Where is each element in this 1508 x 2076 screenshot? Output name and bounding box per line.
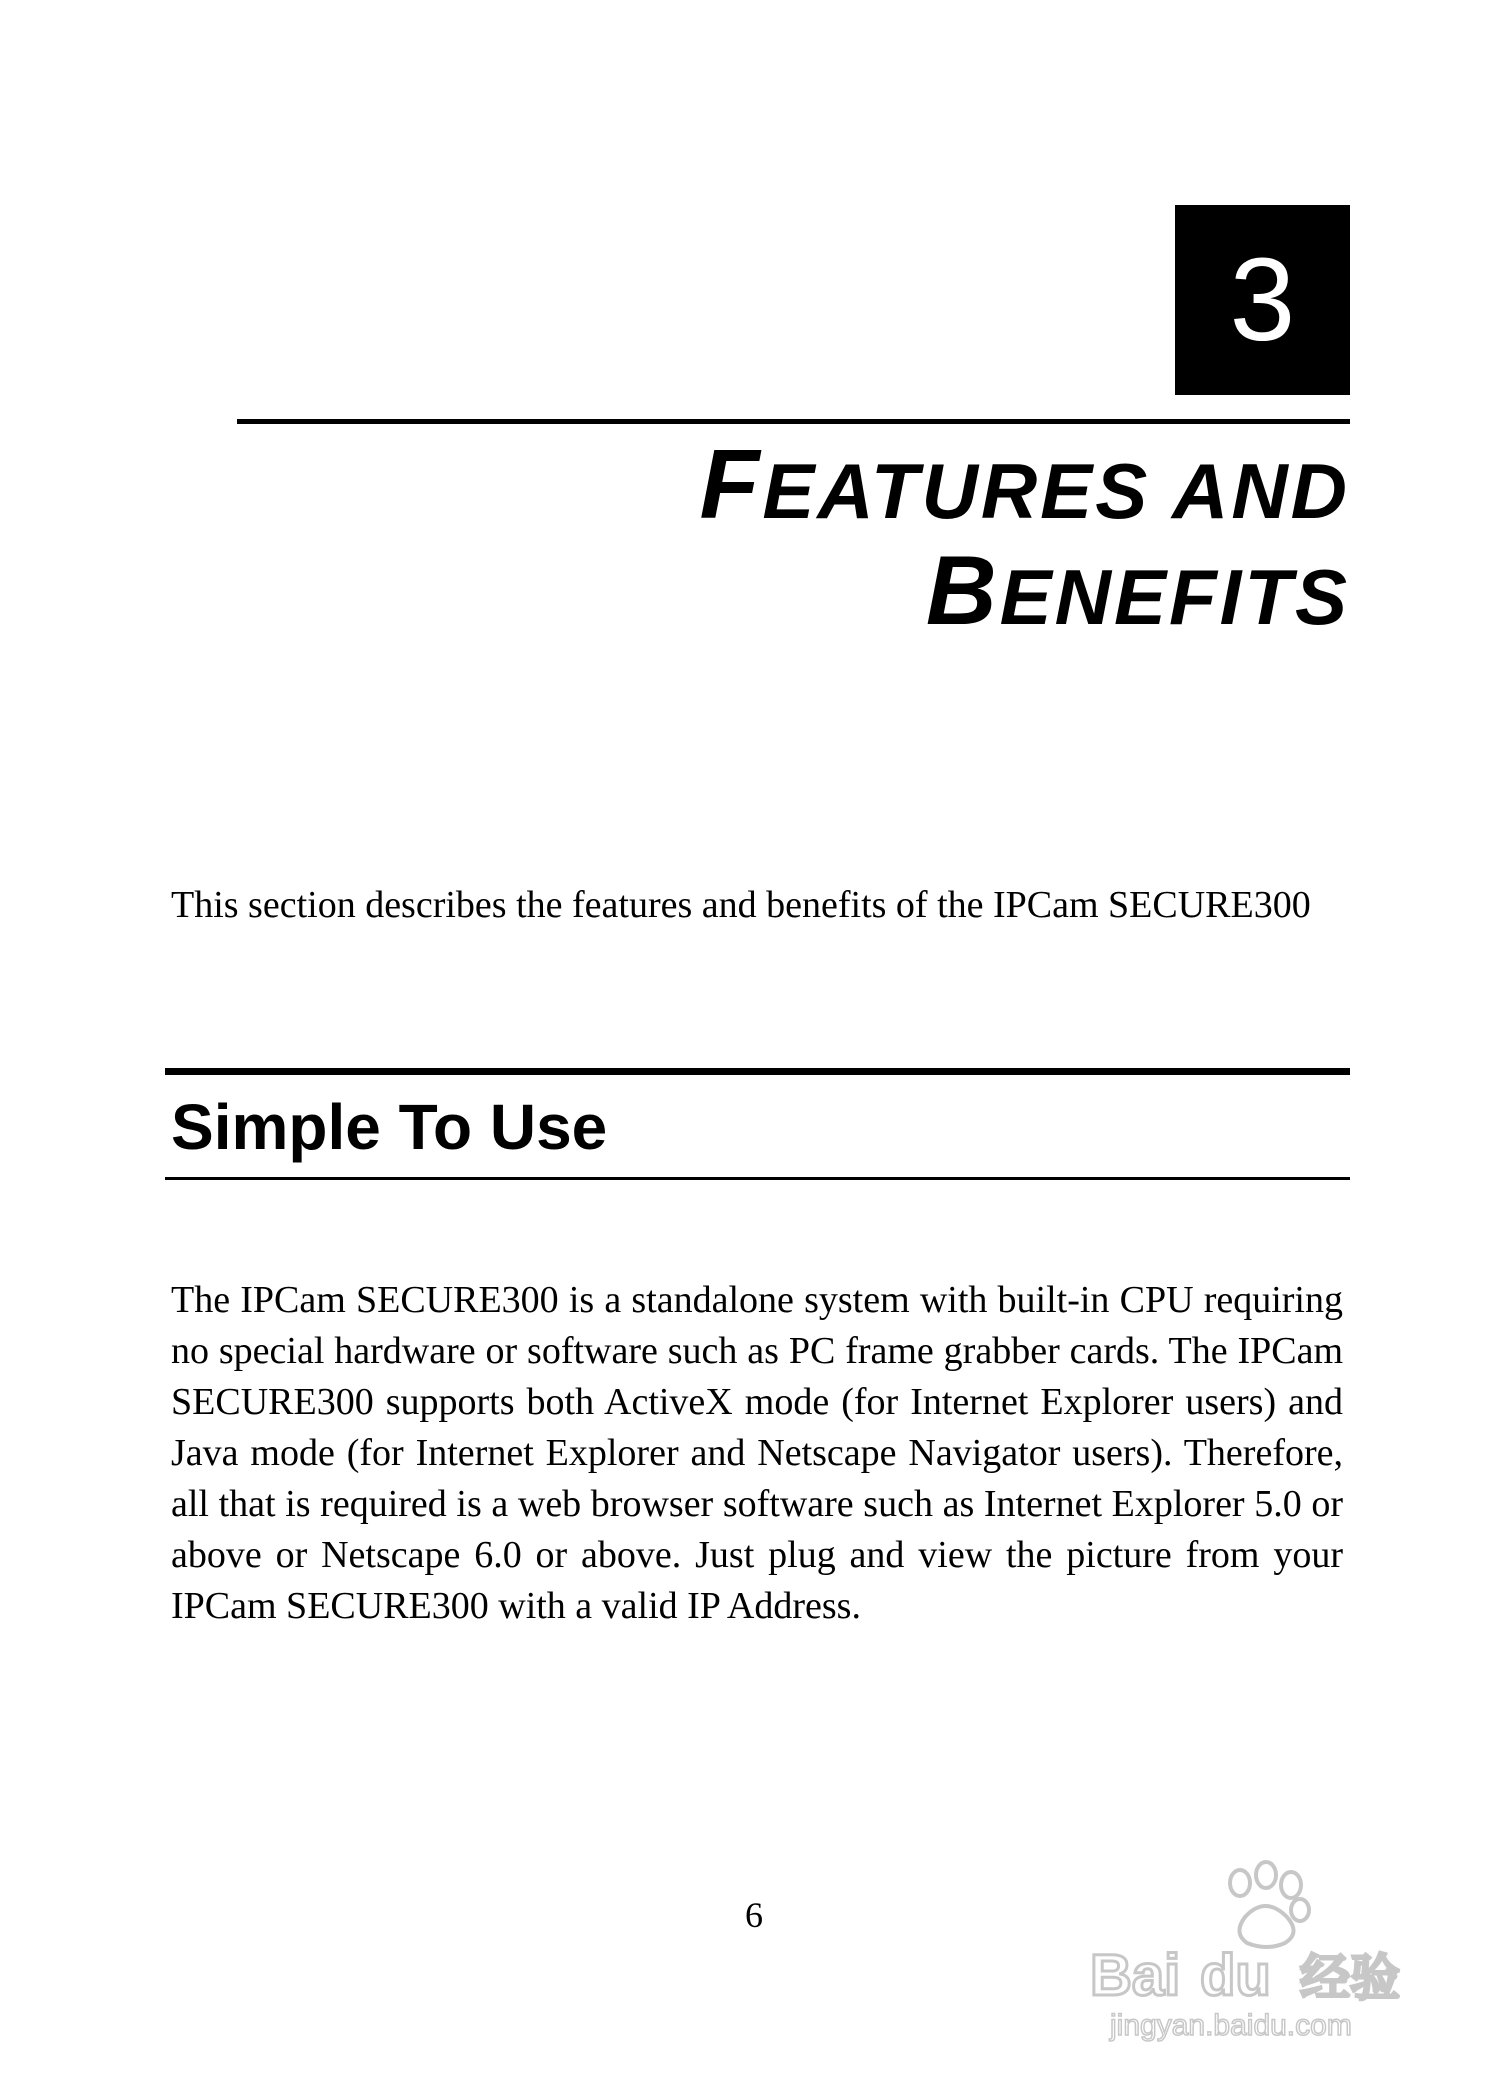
chapter-title-line-2-initial: B xyxy=(925,534,1000,645)
svg-text:经验: 经验 xyxy=(1300,1949,1400,2007)
chapter-title-line-1-initial: F xyxy=(699,429,763,539)
baidu-watermark-logo xyxy=(1070,1855,1430,2045)
section-body-paragraph: The IPCam SECURE300 is a standalone system with built-in CPU requiring no special hardware or software such as PC frame grabber cards. The IPCam SECURE300 supports both ActiveX mode (for Internet Explorer users) and Java mode (for Internet Explorer and Netscape Navigator users). Therefore, all that is required is a web browser software such as Internet Explorer 5.0 or above or Netscape 6.0 or above. Just plug and view the picture from your IPCam SECURE300 with a valid IP Address. xyxy=(171,1279,1343,1627)
chapter-number: 3 xyxy=(1229,234,1296,366)
chapter-title-line-1-rest: EATURES AND xyxy=(762,447,1350,535)
chapter-title-line-1 xyxy=(350,429,1350,539)
baidu-watermark xyxy=(1070,1855,1430,2045)
svg-text:du: du xyxy=(1200,1943,1271,2008)
section-heading: Simple To Use xyxy=(171,1091,608,1163)
chapter-number-box xyxy=(1175,205,1350,395)
svg-text:Bai: Bai xyxy=(1090,1943,1181,2008)
section-heading-top-rule xyxy=(165,1068,1350,1075)
section-heading-bottom-rule xyxy=(165,1177,1350,1180)
watermark-url: jingyan.baidu.com xyxy=(1110,2009,1352,2042)
intro-paragraph: This section describes the features and benefits of the IPCam SECURE300 xyxy=(171,884,1311,926)
chapter-title-line-2-rest: ENEFITS xyxy=(999,552,1350,641)
chapter-title-rule xyxy=(237,419,1350,424)
page-number: 6 xyxy=(745,1895,763,1935)
chapter-title-line-2 xyxy=(350,534,1350,645)
chapter-title xyxy=(350,429,1350,645)
